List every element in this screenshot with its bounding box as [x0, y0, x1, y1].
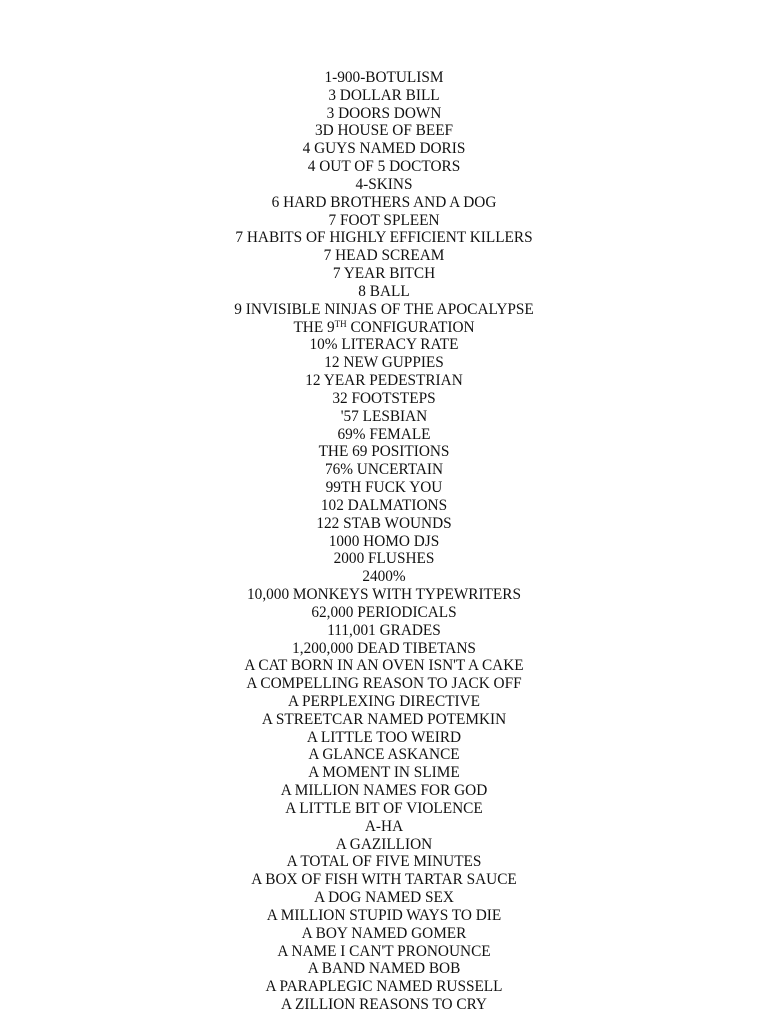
list-item: A-HA [364, 817, 404, 835]
list-item: 6 HARD BROTHERS AND A DOG [271, 193, 497, 211]
name-list [0, 69, 768, 1014]
list-item: A LITTLE BIT OF VIOLENCE [285, 799, 483, 817]
list-item: 7 FOOT SPLEEN [328, 211, 440, 229]
list-item: A COMPELLING REASON TO JACK OFF [246, 675, 522, 693]
list-item: A NAME I CAN'T PRONOUNCE [277, 942, 491, 960]
list-item: 12 NEW GUPPIES [324, 354, 444, 372]
list-item: A CAT BORN IN AN OVEN ISN'T A CAKE [244, 657, 524, 675]
list-item: A LITTLE TOO WEIRD [306, 728, 462, 746]
list-item: 69% FEMALE [337, 425, 431, 443]
list-item: 2400% [362, 568, 406, 586]
list-item: A TOTAL OF FIVE MINUTES [286, 853, 482, 871]
ordinal-superscript: TH [334, 318, 347, 329]
list-item: A PARAPLEGIC NAMED RUSSELL [265, 978, 503, 996]
list-item: 3D HOUSE OF BEEF [314, 122, 454, 140]
list-item: 76% UNCERTAIN [324, 461, 444, 479]
list-item: A PERPLEXING DIRECTIVE [287, 692, 481, 710]
list-item: 7 HEAD SCREAM [323, 247, 445, 265]
list-item: 102 DALMATIONS [320, 496, 448, 514]
list-item: 3 DOORS DOWN [326, 104, 442, 122]
list-item: 12 YEAR PEDESTRIAN [305, 372, 463, 390]
list-item: 9 INVISIBLE NINJAS OF THE APOCALYPSE [234, 300, 534, 318]
list-item: A BOX OF FISH WITH TARTAR SAUCE [251, 871, 517, 889]
list-item: 4-SKINS [355, 175, 413, 193]
list-item: 4 OUT OF 5 DOCTORS [307, 158, 461, 176]
list-item: '57 LESBIAN [340, 407, 428, 425]
list-item: 122 STAB WOUNDS [316, 514, 452, 532]
list-item-text: THE 9 [293, 318, 335, 336]
list-item: 10,000 MONKEYS WITH TYPEWRITERS [247, 586, 521, 604]
list-item: 32 FOOTSTEPS [332, 389, 436, 407]
list-item-text: CONFIGURATION [346, 318, 475, 336]
list-item: 1000 HOMO DJS [328, 532, 440, 550]
list-item: A BOY NAMED GOMER [301, 924, 467, 942]
list-item: A MILLION NAMES FOR GOD [280, 782, 488, 800]
list-item: 7 YEAR BITCH [332, 265, 436, 283]
list-item: 2000 FLUSHES [333, 550, 435, 568]
list-item: 10% LITERACY RATE [309, 336, 459, 354]
list-item: THE 69 POSITIONS [318, 443, 450, 461]
list-item: 1-900-BOTULISM [324, 69, 444, 86]
list-item: 111,001 GRADES [327, 621, 441, 639]
list-item: 99TH FUCK YOU [325, 479, 443, 497]
list-item: 7 HABITS OF HIGHLY EFFICIENT KILLERS [235, 229, 533, 247]
list-item: 4 GUYS NAMED DORIS [302, 140, 466, 158]
list-item: 1,200,000 DEAD TIBETANS [292, 639, 476, 657]
list-item: A MOMENT IN SLIME [308, 764, 460, 782]
list-item: A STREETCAR NAMED POTEMKIN [261, 710, 507, 728]
list-item: 62,000 PERIODICALS [311, 603, 457, 621]
list-item: 3 DOLLAR BILL [328, 86, 440, 104]
list-item: A GLANCE ASKANCE [308, 746, 460, 764]
list-item: A ZILLION REASONS TO CRY [281, 996, 487, 1014]
list-item: 8 BALL [358, 282, 410, 300]
list-item: A GAZILLION [335, 835, 433, 853]
list-item: A BAND NAMED BOB [307, 960, 461, 978]
list-item: A MILLION STUPID WAYS TO DIE [266, 906, 502, 924]
list-item [0, 319, 768, 337]
list-item: A DOG NAMED SEX [314, 889, 454, 907]
